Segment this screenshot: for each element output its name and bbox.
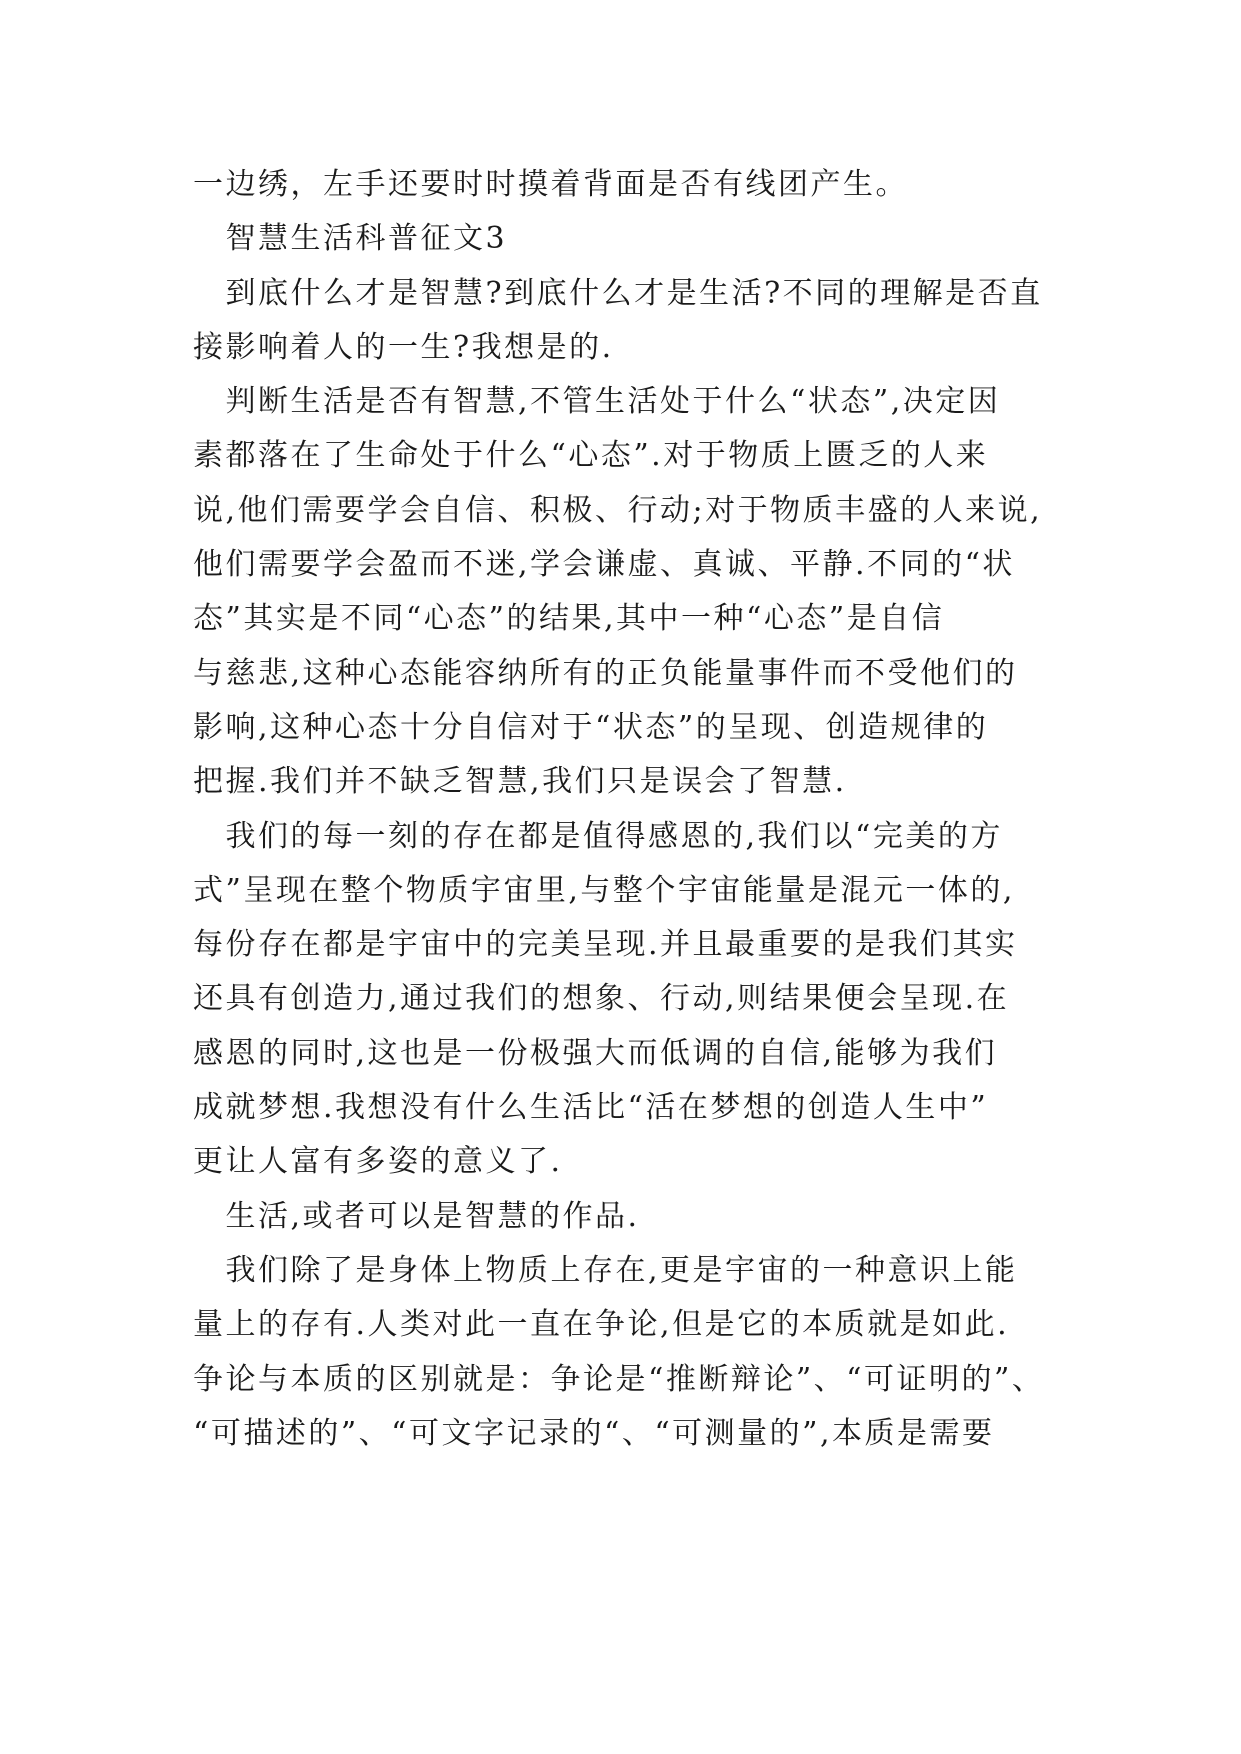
text-line: 素都落在了生命处于什么“心态”.对于物质上匮乏的人来 [193,438,989,474]
text-line: 与慈悲,这种心态能容纳所有的正负能量事件而不受他们的 [193,655,1018,691]
text-line: 说,他们需要学会自信、积极、行动;对于物质丰盛的人来说, [193,492,1043,528]
text-line: 量上的存有.人类对此一直在争论,但是它的本质就是如此. [193,1307,1010,1343]
text-line: 影响,这种心态十分自信对于“状态”的呈现、创造规律的 [193,709,989,745]
text-line: 感恩的同时,这也是一份极强大而低调的自信,能够为我们 [193,1035,998,1071]
text-line: 他们需要学会盈而不迷,学会谦虚、真诚、平静.不同的“状 [193,547,1015,583]
text-line: 每份存在都是宇宙中的完美呈现.并且最重要的是我们其实 [193,927,1018,963]
text-line: 我们除了是身体上物质上存在,更是宇宙的一种意识上能 [193,1252,1018,1288]
text-line: 我们的每一刻的存在都是值得感恩的,我们以“完美的方 [193,818,1003,854]
text-line: 还具有创造力,通过我们的想象、行动,则结果便会呈现.在 [193,981,1010,1017]
document-body [193,158,1093,1461]
text-line: 到底什么才是智慧?到底什么才是生活?不同的理解是否直 [193,275,1043,311]
text-line: 更让人富有多姿的意义了. [193,1144,563,1180]
text-line: “可描述的”、“可文字记录的“、“可测量的”,本质是需要 [193,1415,995,1451]
text-line: 争论与本质的区别就是：争论是“推断辩论”、“可证明的”、 [193,1361,1045,1397]
text-line: 成就梦想.我想没有什么生活比“活在梦想的创造人生中” [193,1090,989,1126]
text-line: 判断生活是否有智慧,不管生活处于什么“状态”,决定因 [193,384,1001,420]
text-line: 生活,或者可以是智慧的作品. [193,1198,640,1234]
text-line: 态”其实是不同“心态”的结果,其中一种“心态”是自信 [193,601,945,637]
text-line: 一边绣，左手还要时时摸着背面是否有线团产生。 [193,167,908,202]
section-heading: 智慧生活科普征文3 [193,221,508,257]
text-line: 式”呈现在整个物质宇宙里,与整个宇宙能量是混元一体的, [193,872,1015,908]
text-line: 接影响着人的一生?我想是的. [193,329,614,365]
text-line: 把握.我们并不缺乏智慧,我们只是误会了智慧. [193,764,847,800]
